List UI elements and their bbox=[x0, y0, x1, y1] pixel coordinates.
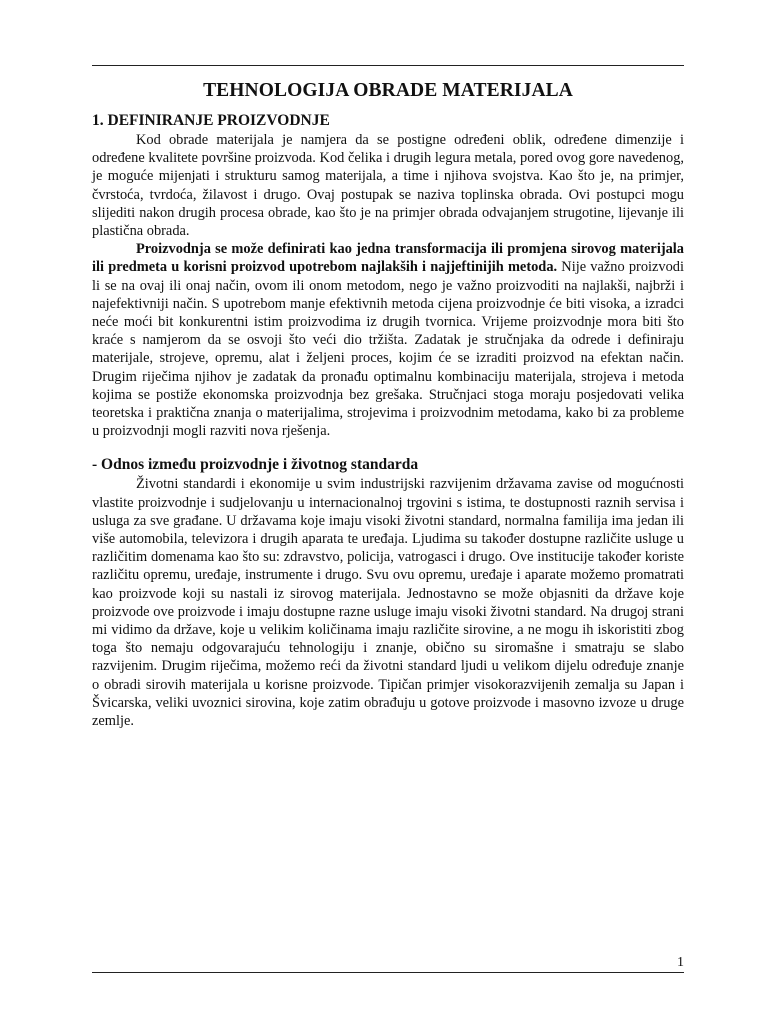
definition-rest-text: Nije važno proizvodi li se na ovaj ili onaj način, ovom ili onom metodom, nego je važno proizvoditi na najlakši, najbrži i najefektivniji način. S upotrebom manje efektivnih metoda cijena proizvodnje će biti visoka, a izradci neće moći bit konkurentni istim proizvodima iz drugih tvornica. Vrijeme proizvodnje mora biti što kraće s namjerom da se osvoji što veći dio tržišta. Zadatak je stručnjaka da odrede i definiraju materijale, strojeve, opremu, alat i željeni proces, kojim će se izraditi proizvod na efektan način. Drugim riječima njihov je zadatak da pronađu optimalnu kombinaciju materijala, strojeva i metoda kojima se postiže ekonomska proizvodnja bez grešaka. Stručnjaci stoga moraju posjedovati velika teoretska i praktična znanja o materijalima, strojevima i proizvodnim metodama, kako bi za probleme u proizvodnji mogli razviti nova rješenja. bbox=[92, 259, 684, 440]
header-rule bbox=[92, 65, 684, 66]
section-1-paragraph-2 bbox=[92, 240, 684, 440]
section-2-heading: - Odnos između proizvodnje i životnog standarda bbox=[92, 456, 419, 474]
footer-rule bbox=[92, 972, 684, 973]
section-2-paragraph-1: Životni standardi i ekonomije u svim industrijski razvijenim državama zavise od mogućnosti vlastite proizvodnje i sudjelovanju u internacionalnoj trgovini s istima, te dostupnosti raznih servisa i usluga za sve građane. U državama koje imaju visoki životni standard, normalna familija ima jedan ili više automobila, televizora i drugih aparata te uređaja. Ljudima su također dostupne različite usluge u različitim domenama kao što su: zdravstvo, policija, vatrogasci i drugo. Ove institucije također koriste različitu opremu, uređaje, instrumente i drugo. Svu ovu opremu, uređaje i aparate možemo promatrati kao proizvode koji su nastali iz sirovog materijala. Jednostavno se može objasniti da države koje proizvode ove proizvode i imaju dostupne razne usluge imaju visoki životni standard. Na drugoj strani mi vidimo da države, koje u velikim količinama imaju različite sirovine, a ne mogu ih iskoristiti zbog toga što nemaju odgovarajuću tehnologiju i znanje, obično su siromašne i smatraju se slabo razvijenim. Drugim riječima, možemo reći da životni standard ljudi u velikom dijelu određuje znanje o obradi sirovih materijala u korisne proizvode. Tipičan primjer visokorazvijenih zemalja su Japan i Švicarska, veliki uvoznici sirovina, koje zatim obrađuju u gotove proizvode i masovno izvoze u druge zemlje. bbox=[92, 476, 684, 730]
section-1-heading: 1. DEFINIRANJE PROIZVODNJE bbox=[92, 112, 330, 129]
page-content bbox=[92, 80, 684, 730]
page-number: 1 bbox=[677, 955, 684, 970]
definition-bold-text: Proizvodnja se može definirati kao jedna transformacija ili promjena sirovog materijala ili predmeta u korisni proizvod upotrebom najlakših i najjeftinijih metoda. bbox=[92, 241, 684, 276]
document-title: TEHNOLOGIJA OBRADE MATERIJALA bbox=[203, 80, 573, 101]
section-1-paragraph-1: Kod obrade materijala je namjera da se postigne određeni oblik, određene dimenzije i određene kvalitete površine proizvoda. Kod čelika i drugih legura metala, pored ovog gore navedenog, je moguće mijenjati i strukturu samog materijala, a time i njihova svojstva. Kao što je, na primjer, čvrstoća, tvrdoća, žilavost i drugo. Ovaj postupak se naziva toplinska obrada. Ovi postupci mogu slijediti nakon drugih procesa obrade, kao što je na primjer obrada odvajanjem strugotine, lijevanje ili plastična obrada. bbox=[92, 132, 684, 240]
